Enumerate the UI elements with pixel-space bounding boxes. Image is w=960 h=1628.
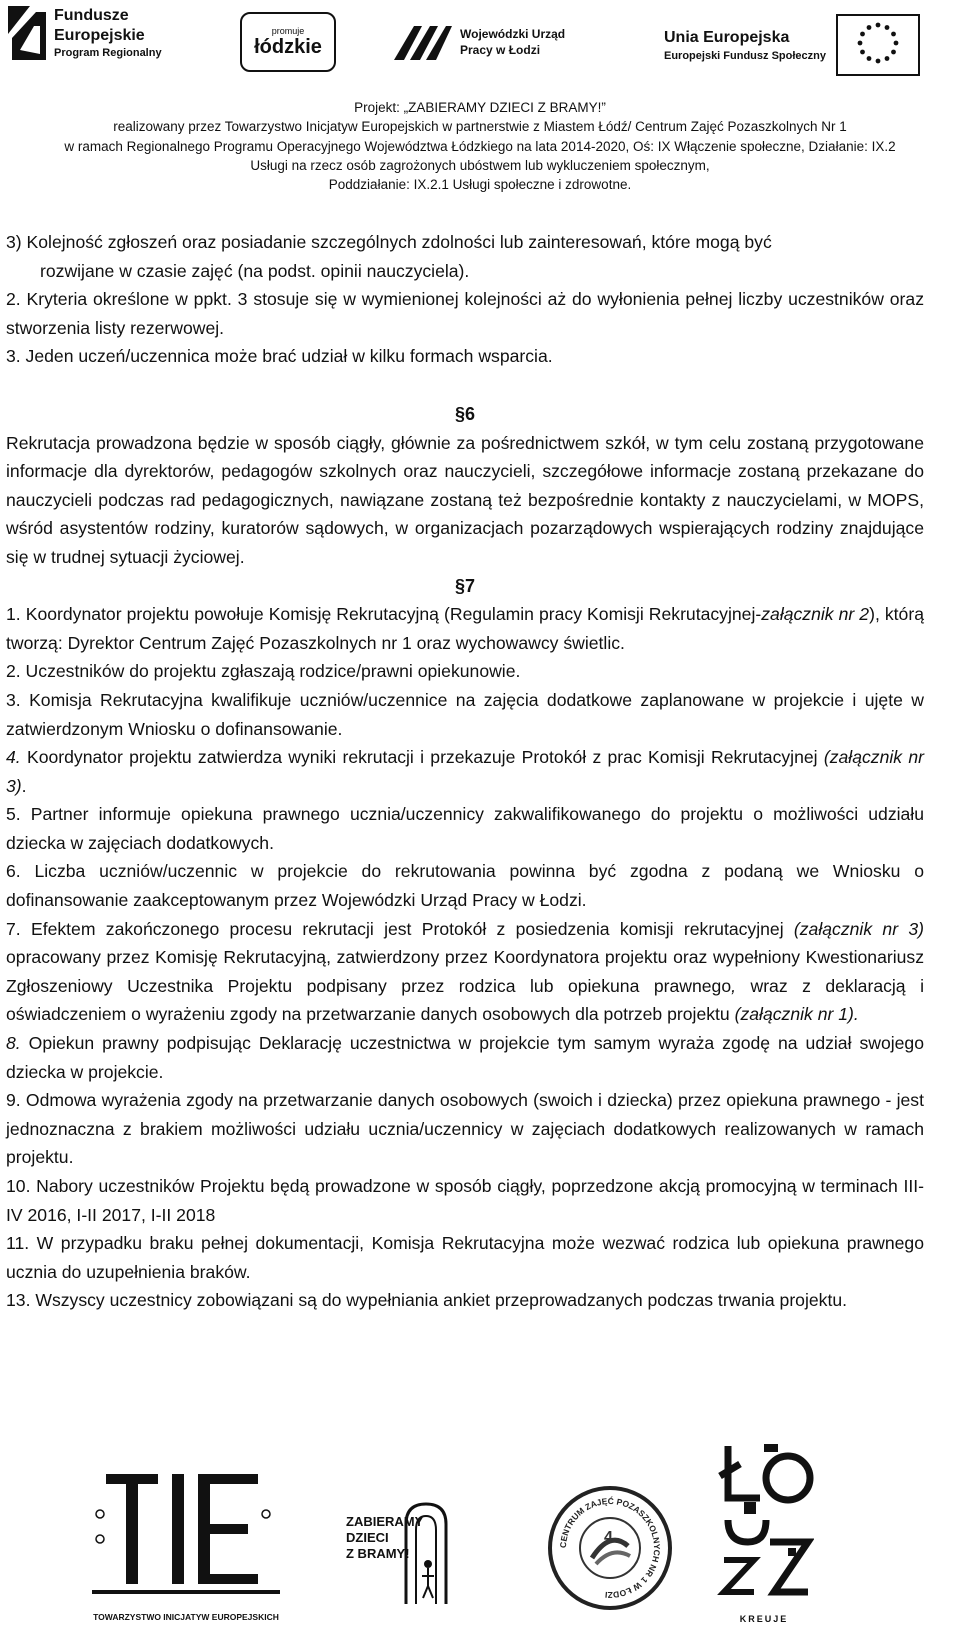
lodzkie-small: promuje bbox=[271, 26, 305, 36]
item-7 bbox=[6, 915, 924, 1029]
wup-line1: Wojewódzki Urząd bbox=[460, 27, 566, 41]
lodz-kreuje-logo bbox=[714, 1442, 814, 1628]
project-title: Projekt: „ZABIERAMY DZIECI Z BRAMY!” bbox=[354, 100, 606, 115]
project-line4: Usługi na rzecz osób zagrożonych ubóstwem lub wykluczeniem społecznym, bbox=[250, 157, 710, 173]
lodzkie-big: łódzkie bbox=[254, 36, 322, 58]
svg-text:4: 4 bbox=[604, 1529, 613, 1546]
item-4-end: . bbox=[21, 775, 27, 796]
item-7-comma: , bbox=[731, 975, 737, 996]
item-7-rest: wraz z deklaracją i oświadczeniem o wyrażeniu zgody na przetwarzanie danych osobowych dla potrzeb projektu bbox=[6, 975, 924, 1025]
fe-mark-icon bbox=[6, 4, 48, 62]
wup-line2: Pracy w Łodzi bbox=[460, 43, 541, 57]
centrum-zajec-logo bbox=[548, 1486, 672, 1610]
zabieramy-logo bbox=[346, 1494, 466, 1618]
wup-logo bbox=[392, 20, 565, 64]
item-7-text: 7. Efektem zakończonego procesu rekrutacji jest Protokół z posiedzenia komisji rekrutacyjnej bbox=[6, 918, 794, 939]
czp-seal-icon bbox=[552, 1490, 668, 1606]
fundusze-europejskie-logo bbox=[6, 4, 162, 62]
criterion-3a: 3) Kolejność zgłoszeń oraz posiadanie szczególnych zdolności lub zainteresowań, które mogą być bbox=[6, 232, 772, 252]
footer-logos bbox=[0, 1440, 960, 1628]
item-7-attachment-1: (załącznik nr 1). bbox=[734, 1004, 859, 1025]
zab-line2: DZIECI bbox=[346, 1530, 389, 1545]
zab-line1: ZABIERAMY bbox=[346, 1514, 424, 1529]
wup-mark-icon bbox=[392, 20, 454, 64]
criterion-3b: rozwijane w czasie zajęć (na podst. opinii nauczyciela). bbox=[40, 260, 470, 281]
item-2: 2. Uczestników do projektu zgłaszają rodzice/prawni opiekunowie. bbox=[6, 661, 521, 682]
item-1-rest: ), którą tworzą: Dyrektor Centrum Zajęć Pozaszkolnych nr 1 oraz wychowawcy świetlic. bbox=[6, 604, 924, 653]
item-13: 13. Wszyscy uczestnicy zobowiązani są do wypełniania ankiet przeprowadzanych podczas trwania projektu. bbox=[6, 1290, 848, 1311]
unia-europejska-logo bbox=[664, 14, 920, 76]
item-10: 10. Nabory uczestników Projektu będą prowadzone w sposób ciągły, poprzedzone akcją promocyjną w terminach III-IV 2016, I-II 2017, I-II 2018 bbox=[6, 1176, 924, 1225]
item-4 bbox=[6, 743, 924, 800]
item-1-attachment: załącznik nr 2 bbox=[761, 604, 870, 625]
item-1-text: 1. Koordynator projektu powołuje Komisję Rekrutacyjną (Regulamin pracy Komisji Rekrutacyjnej- bbox=[6, 604, 762, 625]
item-4-text: Koordynator projektu zatwierdza wyniki rekrutacji i przekazuje Protokół z prac Komisji Rekrutacyjnej bbox=[20, 747, 824, 768]
point-2: 2. Kryteria określone w ppkt. 3 stosuje się w wymienionej kolejności aż do wyłonienia pełnej liczby uczestników oraz stworzenia listy rezerwowej. bbox=[6, 289, 924, 338]
item-8-number: 8. bbox=[6, 1033, 21, 1054]
header-logos bbox=[0, 0, 960, 80]
project-info bbox=[0, 98, 960, 194]
item-9: 9. Odmowa wyrażenia zgody na przetwarzanie danych osobowych (swoich i dziecka) przez opiekuna prawnego - jest jednoznaczna z brakiem możliwości udziału ucznia/uczennicy w zajęciach dodatkowych realizowanych w ramach projektu. bbox=[6, 1090, 924, 1168]
item-7-attachment-3: (załącznik nr 3) bbox=[793, 918, 924, 939]
section-6-text: Rekrutacja prowadzona będzie w sposób ciągły, głównie za pośrednictwem szkół, w tym celu zostaną przygotowane informacje dla dyrektorów, pedagogów szkolnych oraz nauczycieli, szczegółowe informacje zostaną przekazane do nauczycieli podczas rad pedagogicznych, nawiązane zostaną też bezpośrednie kontakty z nauczycielami, w MOPS, wśród asystentów rodziny, kuratorów sądowych, w organizacjach pozarządowych wspierających rodziny znajdujące się w trudnej sytuacji życiowej. bbox=[6, 432, 924, 567]
document-body bbox=[6, 228, 924, 1315]
section-6-heading: §6 bbox=[454, 403, 476, 424]
item-1 bbox=[6, 600, 924, 657]
item-4-number: 4. bbox=[6, 747, 21, 768]
ue-line1: Unia Europejska bbox=[664, 29, 790, 46]
fe-line2: Europejskie bbox=[54, 27, 145, 44]
fe-line1: Fundusze bbox=[54, 7, 129, 24]
item-8-text: Opiekun prawny podpisując Deklarację uczestnictwa w projekcie tym samym wyraża zgodę na udział swojego dziecka w projekcie. bbox=[6, 1033, 924, 1082]
tie-logo bbox=[88, 1454, 284, 1628]
eu-flag-icon bbox=[836, 14, 920, 76]
tie-caption: TOWARZYSTWO INICJATYW EUROPEJSKICH bbox=[93, 1612, 279, 1622]
project-line5: Poddziałanie: IX.2.1 Usługi społeczne i zdrowotne. bbox=[328, 177, 632, 193]
project-line2: realizowany przez Towarzystwo Inicjatyw Europejskich w partnerstwie z Miastem Łódź/ Centrum Zajęć Pozaszkolnych Nr 1 bbox=[113, 119, 847, 135]
item-3: 3. Komisja Rekrutacyjna kwalifikuje uczniów/uczennice na zajęcia dodatkowe zaplanowane w projekcie i ujęte w zatwierdzonym Wniosku o dofinansowanie. bbox=[6, 689, 924, 739]
svg-text:CENTRUM ZAJĘĆ POZASZKOLNYCH NR: CENTRUM ZAJĘĆ POZASZKOLNYCH NR 1 W ŁODZI bbox=[557, 1495, 663, 1601]
kreuje-caption: KREUJE bbox=[739, 1614, 789, 1624]
ue-line2: Europejski Fundusz Społeczny bbox=[664, 50, 826, 62]
item-4-attachment: (załącznik nr 3) bbox=[6, 747, 924, 796]
promuje-lodzkie-logo bbox=[240, 12, 336, 72]
item-7-mid: opracowany przez Komisję Rekrutacyjną, zatwierdzony przez Koordynatora projektu oraz wypełniony Kwestionariusz Zgłoszeniowy Uczestnika Projektu podpisany przez rodzica lub opiekuna prawnego bbox=[6, 947, 924, 996]
section-7-heading: §7 bbox=[454, 575, 476, 596]
zab-line3: Z BRAMY! bbox=[346, 1546, 410, 1561]
project-line3: w ramach Regionalnego Programu Operacyjnego Województwa Łódzkiego na lata 2014-2020, Oś: IX Włączenie społeczne, Działanie: IX.2 bbox=[64, 138, 896, 154]
item-11: 11. W przypadku braku pełnej dokumentacji, Komisja Rekrutacyjna może wezwać rodzica lub opiekuna prawnego ucznia do uzupełnienia braków. bbox=[6, 1233, 924, 1282]
item-5: 5. Partner informuje opiekuna prawnego ucznia/uczennicy zakwalifikowanego do projektu o możliwości udziału dziecka w zajęciach dodatkowych. bbox=[6, 804, 924, 853]
item-6: 6. Liczba uczniów/uczennic w projekcie do rekrutowania powinna być zgodna z podaną we Wniosku o dofinansowanie zaakceptowanym przez Wojewódzki Urząd Pracy w Łodzi. bbox=[6, 861, 924, 911]
tie-mark-icon bbox=[88, 1454, 284, 1604]
lodz-kreuje-icon bbox=[714, 1442, 814, 1612]
item-8 bbox=[6, 1029, 924, 1086]
fe-line3: Program Regionalny bbox=[54, 47, 162, 59]
point-3: 3. Jeden uczeń/uczennica może brać udział w kilku formach wsparcia. bbox=[6, 346, 553, 367]
